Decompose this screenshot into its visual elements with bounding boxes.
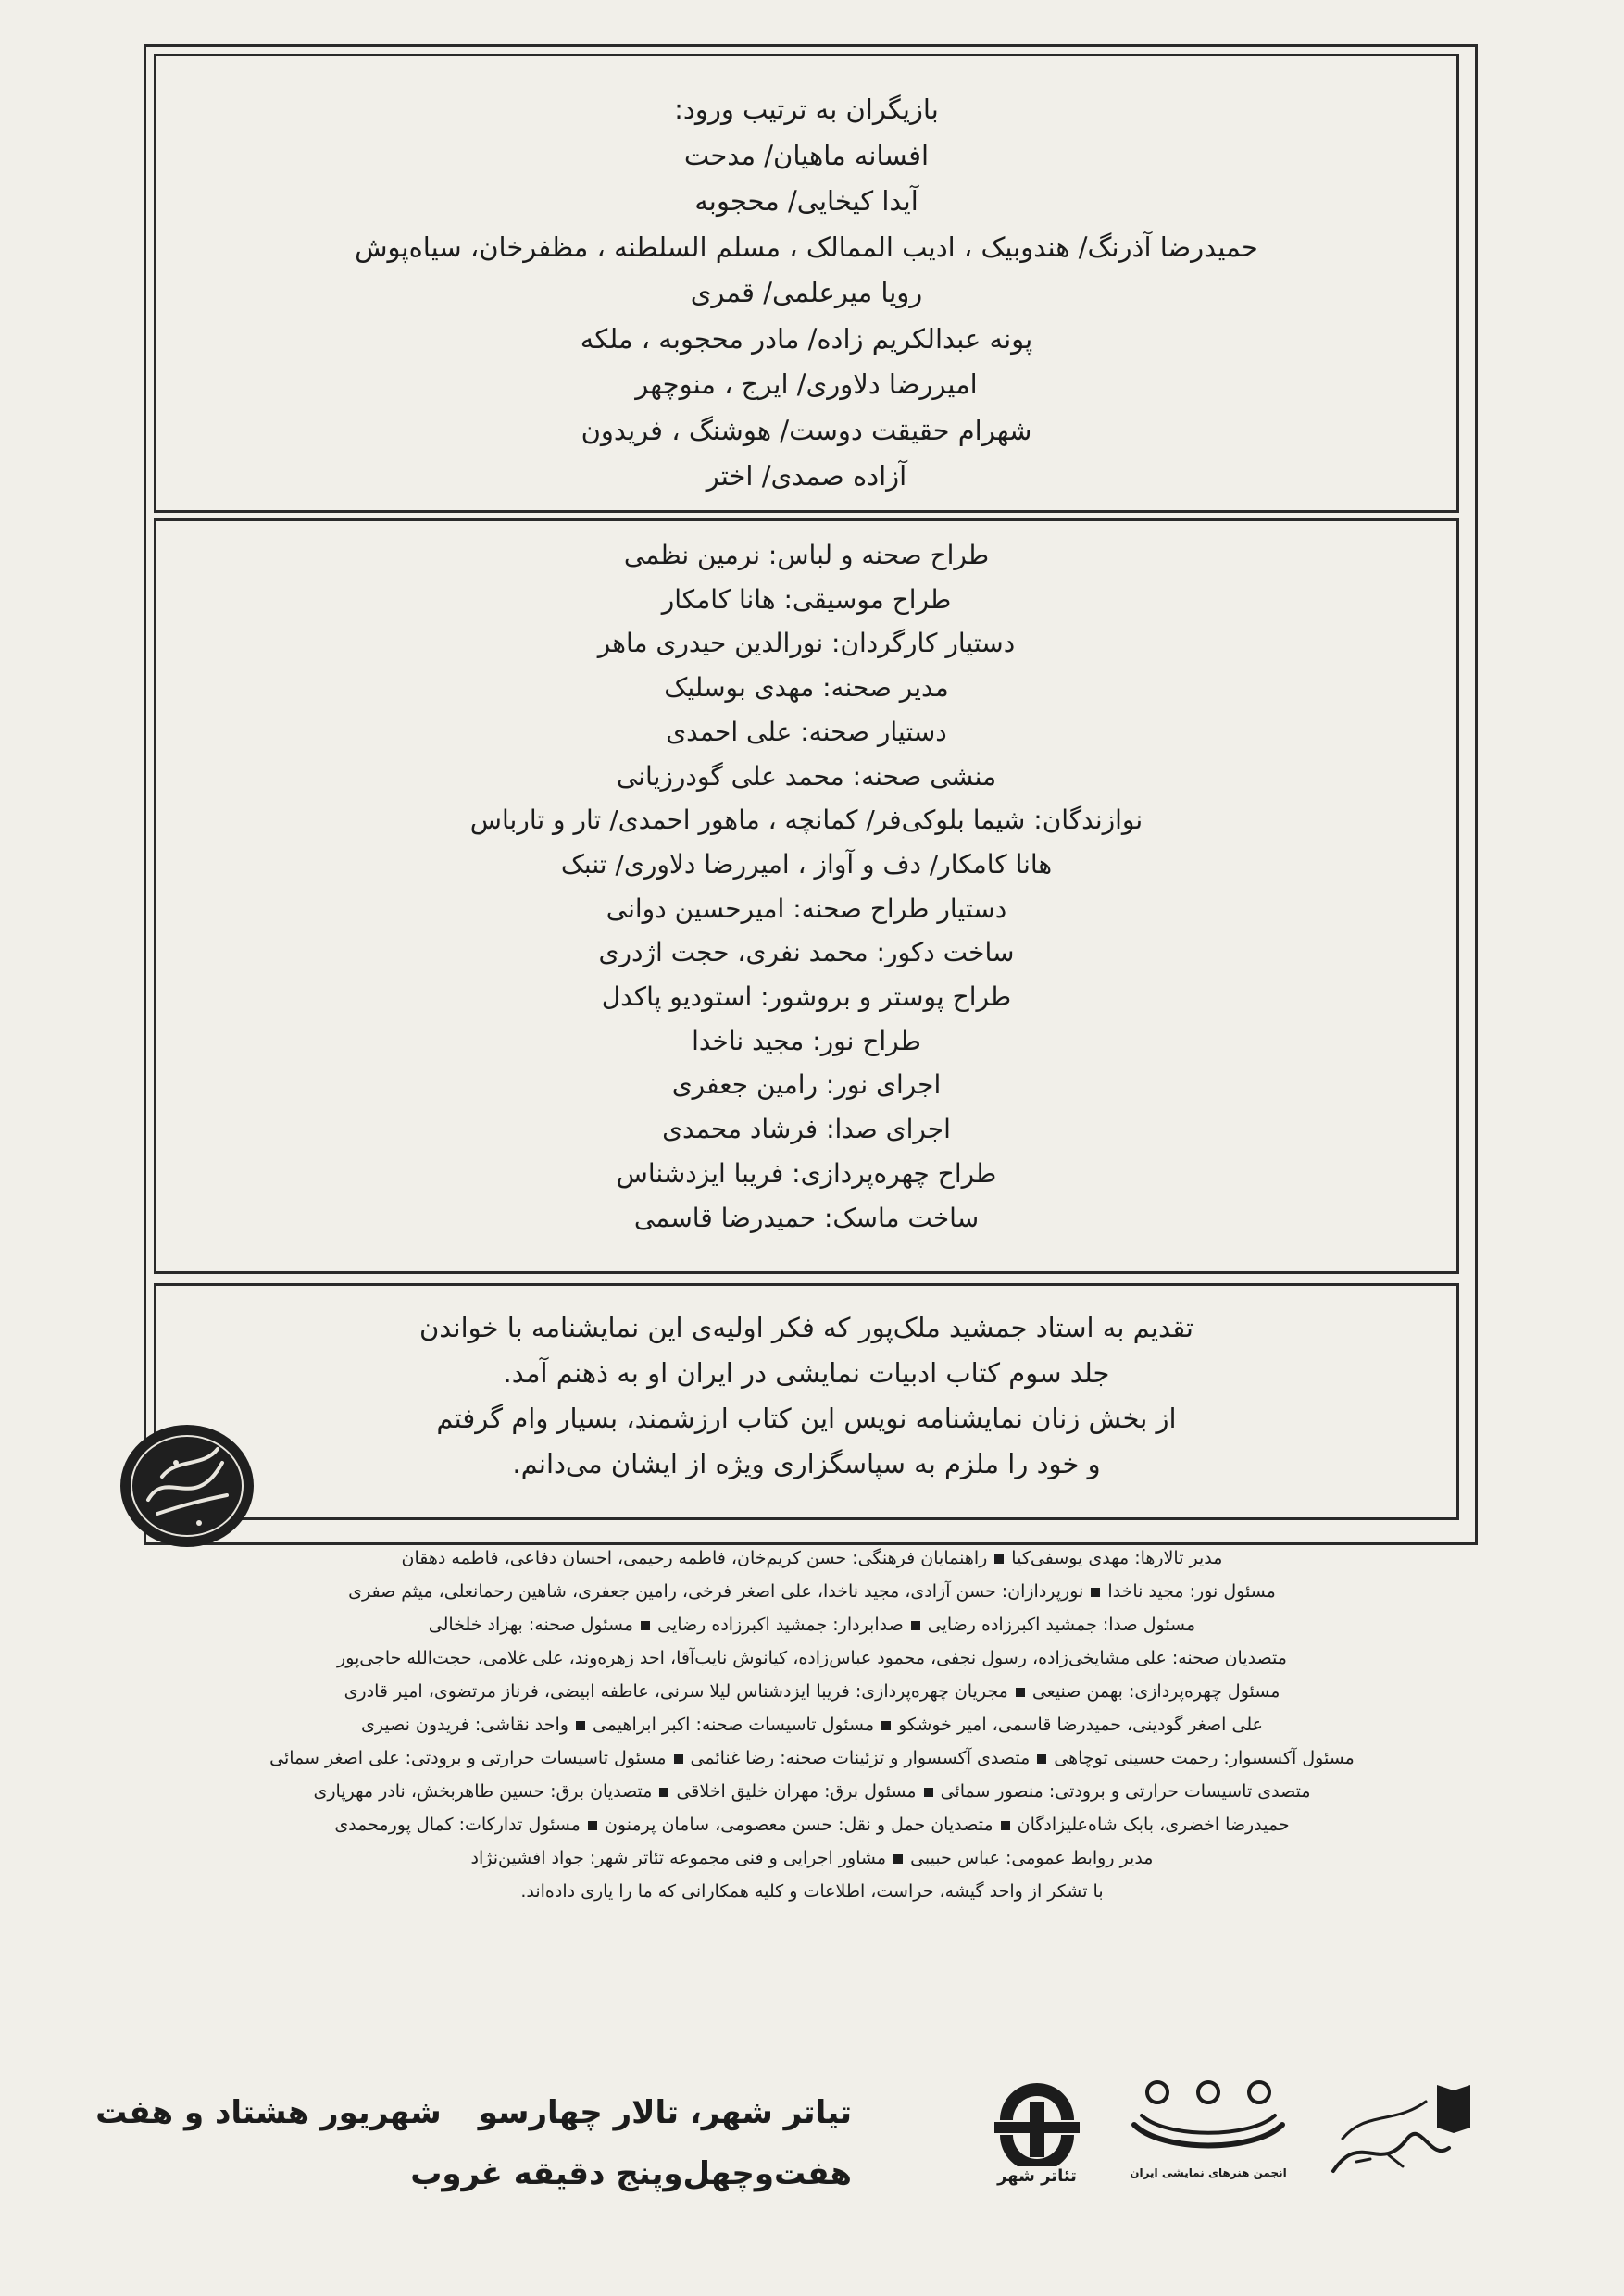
crew-line: طراح چهره‌پردازی: فریبا ایزدشناس [616,1157,997,1189]
crew-line: طراح پوستر و بروشور: استودیو پاکدل [601,981,1012,1012]
cast-line: امیررضا دلاوری/ ایرج ، منوچهر [635,368,978,400]
separator-square-icon [588,1821,597,1830]
separator-square-icon [881,1721,891,1730]
credit-entry: مدیر روابط عمومی: عباس حبیبی [910,1848,1154,1868]
credit-entry: راهنمایان فرهنگی: حسن کریم‌خان، فاطمه رحیمی، احسان دفاعی، فاطمه دهقان [401,1548,988,1568]
dedication-box [154,1283,1459,1520]
crew-line: هانا کامکار/ دف و آواز ، امیررضا دلاوری/ تنبک [560,848,1053,880]
separator-square-icon [1016,1688,1025,1697]
credit-entry: مسئول نور: مجید ناخدا [1107,1581,1276,1602]
separator-square-icon [1091,1588,1100,1597]
credit-entry: صدابردار: جمشید اکبرزاده رضایی [657,1615,904,1635]
cast-line: شهرام حقیقت دوست/ هوشنگ ، فریدون [581,414,1032,446]
crew-line: منشی صحنه: محمد علی گودرزیانی [616,760,997,792]
credit-entry: واحد نقاشی: فریدون نصیری [361,1715,568,1735]
crew-line: طراح نور: مجید ناخدا [692,1025,921,1056]
crew-line: دستیار کارگردان: نورالدین حیدری ماهر [597,628,1016,659]
credit-entry: مشاور اجرایی و فنی مجموعه تئاتر شهر: جواد افشین‌نژاد [470,1848,887,1868]
anjoman-logo-icon [1125,2074,1292,2162]
credit-entry: متصدیان حمل و نقل: حسن معصومی، سامان پرمنون [604,1815,993,1835]
credit-entry: مدیر تالارها: مهدی یوسفی‌کیا [1011,1548,1223,1568]
credit-row [111,1548,1513,1568]
anjoman-caption: انجمن هنرهای نمایشی ایران [1130,2166,1287,2179]
credit-entry: با تشکر از واحد گیشه، حراست، اطلاعات و کلیه همکارانی که ما را یاری داده‌اند. [520,1881,1104,1902]
teatr-shahr-caption: تئاتر شهر [997,2166,1077,2186]
credit-entry: مسئول برق: مهران خلیق اخلاقی [676,1781,917,1802]
credit-entry: مسئول تاسیسات حرارتی و برودتی: علی اصغر سمائی [269,1748,667,1768]
venue-date: شهریور هشتاد و هفت [95,2094,442,2131]
crew-line: دستیار طراح صحنه: امیرحسین دوانی [606,892,1007,924]
separator-square-icon [924,1788,933,1797]
venue-line [95,2094,852,2131]
credit-entry: متصدی تاسیسات حرارتی و برودتی: منصور سمائی [940,1781,1311,1802]
cast-line: افسانه ماهیان/ مدحت [683,139,930,171]
credit-entry: مسئول چهره‌پردازی: بهمن صنیعی [1031,1681,1280,1702]
credit-entry: متصدیان صحنه: علی مشایخی‌زاده، رسول نجفی، محمود عباس‌زاده، کیانوش نایب‌آقا، احد زهره‌وند، علی غلامی، حجت‌الله حاجی‌پور [337,1648,1287,1668]
markaz-honarhaye-namayeshi-logo-icon [1315,2074,1481,2185]
cast-line: پونه عبدالکریم زاده/ مادر محجوبه ، ملکه [580,322,1033,355]
crew-line: اجرای نور: رامین جعفری [671,1069,942,1101]
separator-square-icon [994,1554,1004,1564]
signature-stamp-icon [111,1412,264,1555]
separator-square-icon [674,1754,683,1764]
teatr-shahr-logo-icon [981,2074,1093,2166]
crew-line: اجرای صدا: فرشاد محمدی [662,1114,951,1145]
crew-line: ساخت ماسک: حمیدرضا قاسمی [633,1202,980,1233]
separator-square-icon [641,1621,650,1630]
cast-line: آزاده صمدی/ اختر [706,460,907,492]
credit-row [111,1781,1513,1802]
separator-square-icon [1001,1821,1010,1830]
credit-row [111,1681,1513,1702]
separator-square-icon [893,1854,903,1864]
credit-entry: متصدی آکسسوار و تزئینات صحنه: رضا غنائمی [690,1748,1031,1768]
credit-entry: مسئول صدا: جمشید اکبرزاده رضایی [927,1615,1196,1635]
cast-line: آیدا کیخایی/ محجوبه [694,185,918,217]
crew-line: دستیار صحنه: علی احمدی [666,716,947,747]
credit-entry: مسئول تدارکات: کمال پورمحمدی [334,1815,581,1835]
dedication-line: تقدیم به استاد جمشید ملک‌پور که فکر اولیه‌ی این نمایشنامه با خواندن [419,1312,1193,1343]
separator-square-icon [1037,1754,1046,1764]
credit-entry: علی اصغر گودینی، حمیدرضا قاسمی، امیر خوشکو [898,1715,1263,1735]
crew-line: ساخت دکور: محمد نفری، حجت اژدری [598,937,1015,968]
anjoman-logo [1125,2074,1292,2194]
separator-square-icon [911,1621,920,1630]
separator-square-icon [576,1721,585,1730]
venue-time: هفت‌وچهل‌وپنج دقیقه غروب [410,2155,852,2192]
credit-entry: متصدیان برق: حسین طاهربخش، نادر مهرپاری [313,1781,653,1802]
dedication-line: جلد سوم کتاب ادبیات نمایشی در ایران او به ذهنم آمد. [503,1357,1110,1389]
dedication-line: از بخش زنان نمایشنامه نویس این کتاب ارزشمند، بسیار وام گرفتم [436,1403,1177,1434]
venue-place: تیاتر شهر، تالار چهارسو [478,2094,852,2131]
dedication-line: و خود را ملزم به سپاسگزاری ویژه از ایشان می‌دانم. [512,1448,1101,1479]
crew-line: نوازندگان: شیما بلوکی‌فر/ کمانچه ، ماهور احمدی/ تار و تارباس [469,805,1143,836]
crew-line: طراح صحنه و لباس: نرمین نظمی [623,540,990,570]
credit-entry: نورپردازان: حسن آزادی، مجید ناخدا، علی اصغر فرخی، رامین جعفری، شاهین رحمانعلی، میثم صفری [348,1581,1084,1602]
credit-row [111,1615,1513,1635]
crew-box [154,518,1459,1274]
credit-row [111,1881,1513,1902]
credit-row [111,1648,1513,1668]
crew-line: طراح موسیقی: هانا کامکار [661,583,952,615]
credit-row [111,1815,1513,1835]
credit-entry: حمیدرضا اخضری، بابک شاه‌علیزادگان [1017,1815,1290,1835]
cast-line: حمیدرضا آذرنگ/ هندوبیک ، ادیب الممالک ، مسلم السلطنه ، مظفرخان، سیاه‌پوش [355,231,1258,263]
credit-row [111,1581,1513,1602]
teatr-shahr-logo [981,2074,1093,2194]
credit-row [111,1848,1513,1868]
crew-line: مدیر صحنه: مهدی بوسلیک [664,672,949,704]
credit-entry: مسئول صحنه: بهزاد خلخالی [428,1615,634,1635]
cast-line: بازیگران به ترتیب ورود: [674,94,939,125]
credit-entry: مسئول تاسیسات صحنه: اکبر ابراهیمی [592,1715,875,1735]
credit-entry: مجریان چهره‌پردازی: فریبا ایزدشناس لیلا سرنی، عاطفه ابیضی، فرناز مرتضوی، امیر قادری [344,1681,1008,1702]
credit-entry: مسئول آکسسوار: رحمت حسینی توچاهی [1054,1748,1355,1768]
cast-box [154,54,1459,513]
markaz-logo [1315,2074,1481,2194]
credit-row [111,1748,1513,1768]
separator-square-icon [659,1788,668,1797]
cast-line: رویا میرعلمی/ قمری [690,277,923,308]
credit-row [111,1715,1513,1735]
